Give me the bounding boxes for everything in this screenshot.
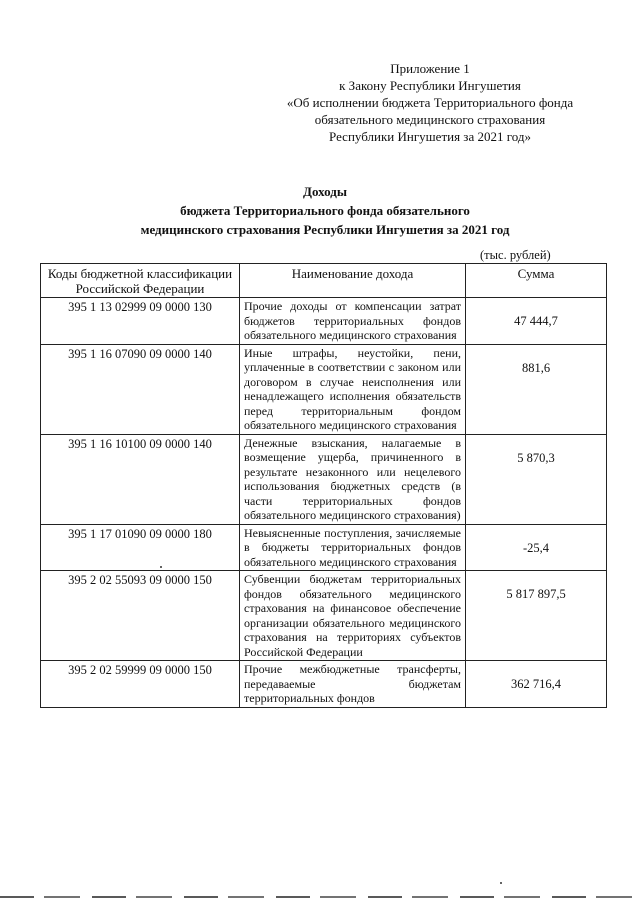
table-row bbox=[41, 344, 607, 434]
revenue-table bbox=[40, 263, 607, 708]
header-code: Коды бюджетной классификации Российской Федерации bbox=[41, 264, 240, 298]
scan-speck bbox=[500, 882, 502, 884]
row-code: 395 1 16 07090 09 0000 140 bbox=[41, 344, 240, 434]
row-name: Денежные взыскания, налагаемые в возмещение ущерба, причиненного в результате незаконного или нецелевого использования бюджетных средств (в части территориальных фондов обязательного медицинского страхования) bbox=[240, 434, 466, 524]
row-name: Прочие доходы от компенсации затрат бюджетов территориальных фондов обязательного медицинского страхования bbox=[240, 298, 466, 345]
table-header-row bbox=[41, 264, 607, 298]
title-line: Доходы bbox=[303, 184, 347, 199]
table-row bbox=[41, 434, 607, 524]
unit-label: (тыс. рублей) bbox=[480, 248, 551, 262]
scan-edge-line bbox=[0, 896, 640, 898]
row-name: Невыясненные поступления, зачисляемые в бюджеты территориальных фондов обязательного медицинского страхования bbox=[240, 524, 466, 571]
title-line: бюджета Территориального фонда обязательного bbox=[180, 203, 470, 218]
appendix-block bbox=[230, 60, 630, 145]
title-line: медицинского страхования Республики Ингушетия за 2021 год bbox=[140, 222, 510, 237]
row-sum: 5 870,3 bbox=[466, 434, 607, 524]
row-name: Иные штрафы, неустойки, пени, уплаченные в соответствии с законом или договором в случае неисполнения или ненадлежащего исполнения обязательств перед территориальным фондом обязательного медицинского страхования bbox=[240, 344, 466, 434]
row-sum: 5 817 897,5 bbox=[466, 571, 607, 661]
row-sum: 362 716,4 bbox=[466, 661, 607, 708]
header-sum: Сумма bbox=[466, 264, 607, 298]
appendix-line: Республики Ингушетия за 2021 год» bbox=[329, 129, 531, 144]
row-sum: 47 444,7 bbox=[466, 298, 607, 345]
row-sum: -25,4 bbox=[466, 524, 607, 571]
appendix-line: Приложение 1 bbox=[390, 61, 470, 76]
table-row bbox=[41, 571, 607, 661]
appendix-line: «Об исполнении бюджета Территориального фонда bbox=[286, 95, 574, 110]
table-row bbox=[41, 298, 607, 345]
row-code: 395 1 16 10100 09 0000 140 bbox=[41, 434, 240, 524]
scan-speck bbox=[160, 566, 162, 568]
appendix-line: обязательного медицинского страхования bbox=[314, 112, 546, 127]
row-code: 395 1 13 02999 09 0000 130 bbox=[41, 298, 240, 345]
document-title bbox=[60, 182, 590, 239]
row-name: Субвенции бюджетам территориальных фондов обязательного медицинского страхования на финансовое обеспечение организации обязательного медицинского страхования на территориях субъектов Российской Федерации bbox=[240, 571, 466, 661]
row-code: 395 2 02 55093 09 0000 150 bbox=[41, 571, 240, 661]
row-sum: 881,6 bbox=[466, 344, 607, 434]
header-name: Наименование дохода bbox=[240, 264, 466, 298]
row-name: Прочие межбюджетные трансферты, передаваемые бюджетам территориальных фондов bbox=[240, 661, 466, 708]
table-row bbox=[41, 524, 607, 571]
appendix-line: к Закону Республики Ингушетия bbox=[339, 78, 521, 93]
row-code: 395 1 17 01090 09 0000 180 bbox=[41, 524, 240, 571]
row-code: 395 2 02 59999 09 0000 150 bbox=[41, 661, 240, 708]
table-row bbox=[41, 661, 607, 708]
